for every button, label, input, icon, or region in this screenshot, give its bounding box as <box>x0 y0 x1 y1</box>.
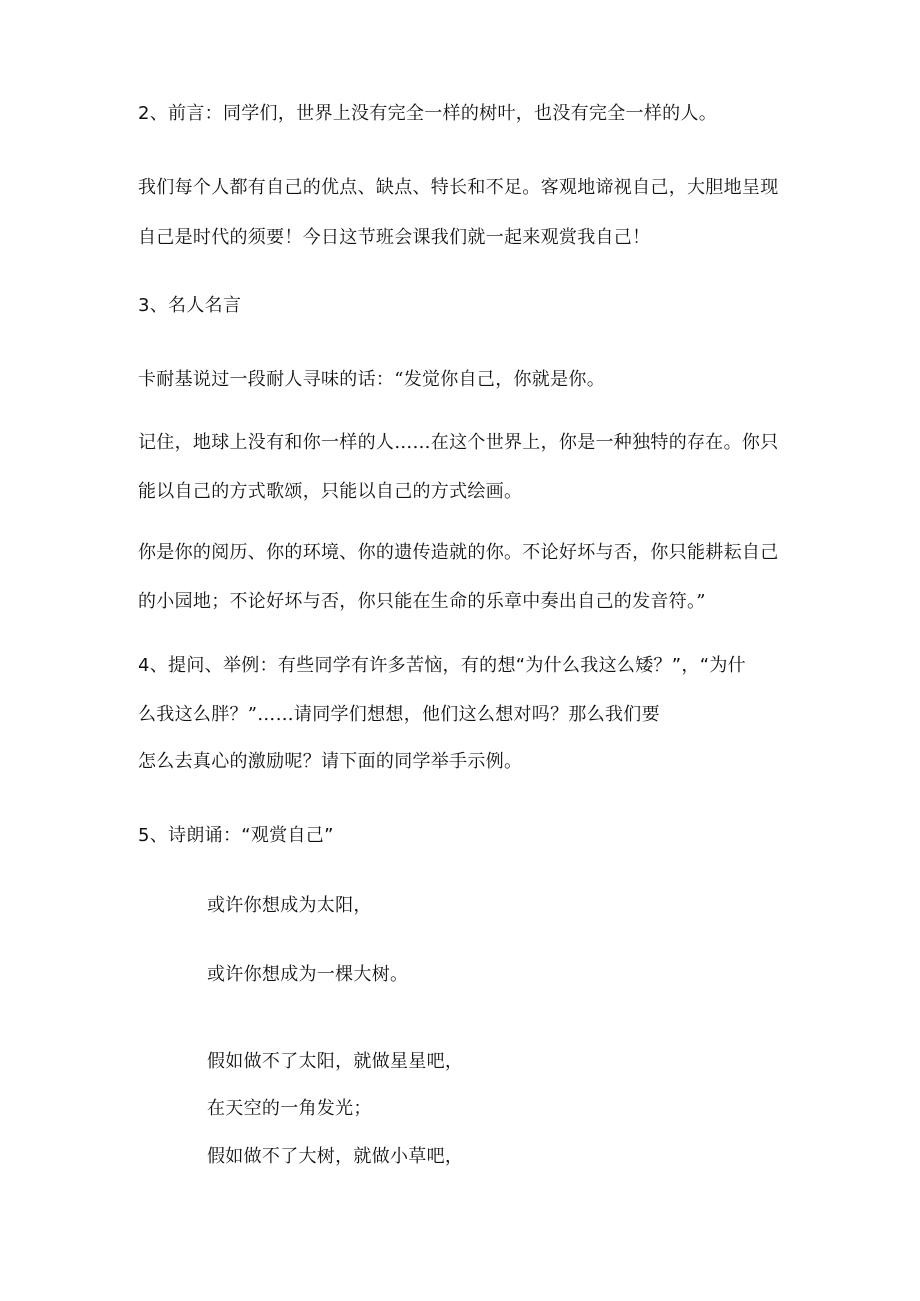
section-4-line: 4、提问、举例：有些同学有许多苦恼，有的想“为什么我这么矮？”，“为什 <box>138 655 746 676</box>
paragraph-line: 记住，地球上没有和你一样的人……在这个世界上，你是一种独特的存在。你只 <box>138 432 779 453</box>
poem-line: 假如做不了太阳，就做星星吧， <box>207 1051 464 1072</box>
paragraph-line: 自己是时代的须要！今日这节班会课我们就一起来观赏我自己！ <box>138 227 651 248</box>
section-3-title: 3、名人名言 <box>138 295 242 316</box>
paragraph-line: 能以自己的方式歌颂，只能以自己的方式绘画。 <box>138 481 523 502</box>
poem-line: 假如做不了大树，就做小草吧， <box>207 1146 464 1167</box>
paragraph-line: 么我这么胖？”……请同学们想想，他们这么想对吗？那么我们要 <box>138 704 660 725</box>
paragraph-line: 怎么去真心的激励呢？请下面的同学举手示例。 <box>138 751 523 772</box>
paragraph-line: 的小园地；不论好坏与否，你只能在生命的乐章中奏出自己的发音符。” <box>138 591 706 612</box>
poem-line: 或许你想成为一棵大树。 <box>207 964 409 985</box>
paragraph-line: 我们每个人都有自己的优点、缺点、特长和不足。客观地谛视自己，大胆地呈现 <box>138 177 779 198</box>
paragraph-line: 你是你的阅历、你的环境、你的遗传造就的你。不论好坏与否，你只能耕耘自己 <box>138 542 779 563</box>
section-2-title: 2、前言：同学们，世界上没有完全一样的树叶，也没有完全一样的人。 <box>138 103 718 124</box>
section-5-title: 5、诗朗诵：“观赏自己” <box>138 825 334 846</box>
paragraph-line: 卡耐基说过一段耐人寻味的话：“发觉你自己，你就是你。 <box>138 369 605 390</box>
poem-line: 或许你想成为太阳， <box>207 895 372 916</box>
poem-line: 在天空的一角发光； <box>207 1098 372 1119</box>
